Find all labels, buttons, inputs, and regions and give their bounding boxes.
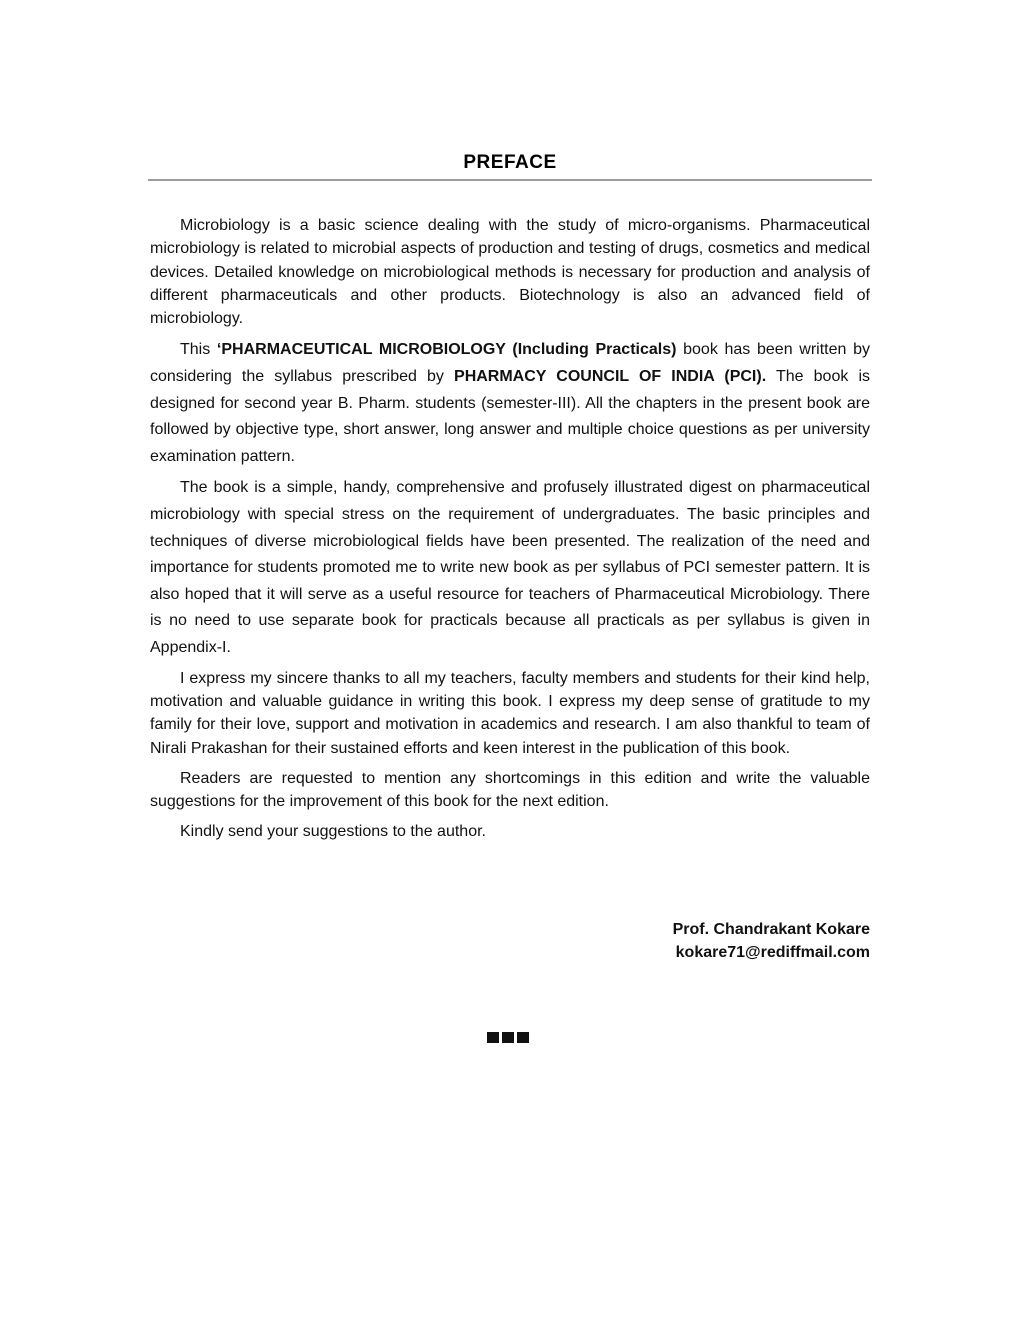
paragraph-text: This: [180, 341, 217, 359]
paragraph-intro: Microbiology is a basic science dealing with the study of micro-organisms. Pharmaceutical microbiology is related to microbial aspects of production and testing of drugs, cosmetics and medical devices. Detailed knowledge on microbiological methods is necessary for production and analysis of different pharmaceuticals and other products. Biotechnology is also an advanced field of microbiology.: [150, 217, 870, 328]
paragraph-book-description: [150, 337, 870, 470]
end-of-section-marker: [487, 1032, 529, 1043]
title-divider: [148, 179, 872, 181]
page-title: PREFACE: [463, 152, 557, 173]
paragraph-closing: Kindly send your suggestions to the author.: [180, 823, 486, 841]
square-icon: [517, 1032, 529, 1043]
paragraph-text: The book is designed for second year B. Pharm. students (semester-III). All the chapters in the present book are followed by objective type, short answer, long answer and multiple choice questions as per university examination pattern.: [150, 368, 871, 465]
paragraph-reader-request: Readers are requested to mention any shortcomings in this edition and write the valuable suggestions for the improvement of this book for the next edition.: [150, 769, 870, 811]
paragraph-acknowledgements: I express my sincere thanks to all my teachers, faculty members and students for their kind help, motivation and valuable guidance in writing this book. I express my deep sense of gratitude to my family for their love, support and motivation in academics and research. I am also thankful to team of Nirali Prakashan for their sustained efforts and keen interest in the publication of this book.: [150, 669, 870, 757]
square-icon: [502, 1032, 514, 1043]
preface-body: [150, 214, 870, 844]
author-email: kokare71@rediffmail.com: [675, 944, 870, 961]
author-signature: [500, 918, 870, 964]
book-title-bold: ‘PHARMACEUTICAL MICROBIOLOGY (Including Practicals): [216, 341, 677, 359]
square-icon: [487, 1032, 499, 1043]
pci-bold: PHARMACY COUNCIL OF INDIA (PCI).: [454, 368, 767, 386]
paragraph-book-features: The book is a simple, handy, comprehensive and profusely illustrated digest on pharmaceutical microbiology with special stress on the requirement of undergraduates. The basic principles and techniques of diverse microbiological fields have been presented. The realization of the need and importance for students promoted me to write new book as per syllabus of PCI semester pattern. It is also hoped that it will serve as a useful resource for teachers of Pharmaceutical Microbiology. There is no need to use separate book for practicals because all practicals as per syllabus is given in Appendix-I.: [150, 479, 870, 657]
paragraph-text: book has been written by considering the syllabus prescribed by: [150, 341, 870, 386]
author-name: Prof. Chandrakant Kokare: [672, 921, 870, 938]
